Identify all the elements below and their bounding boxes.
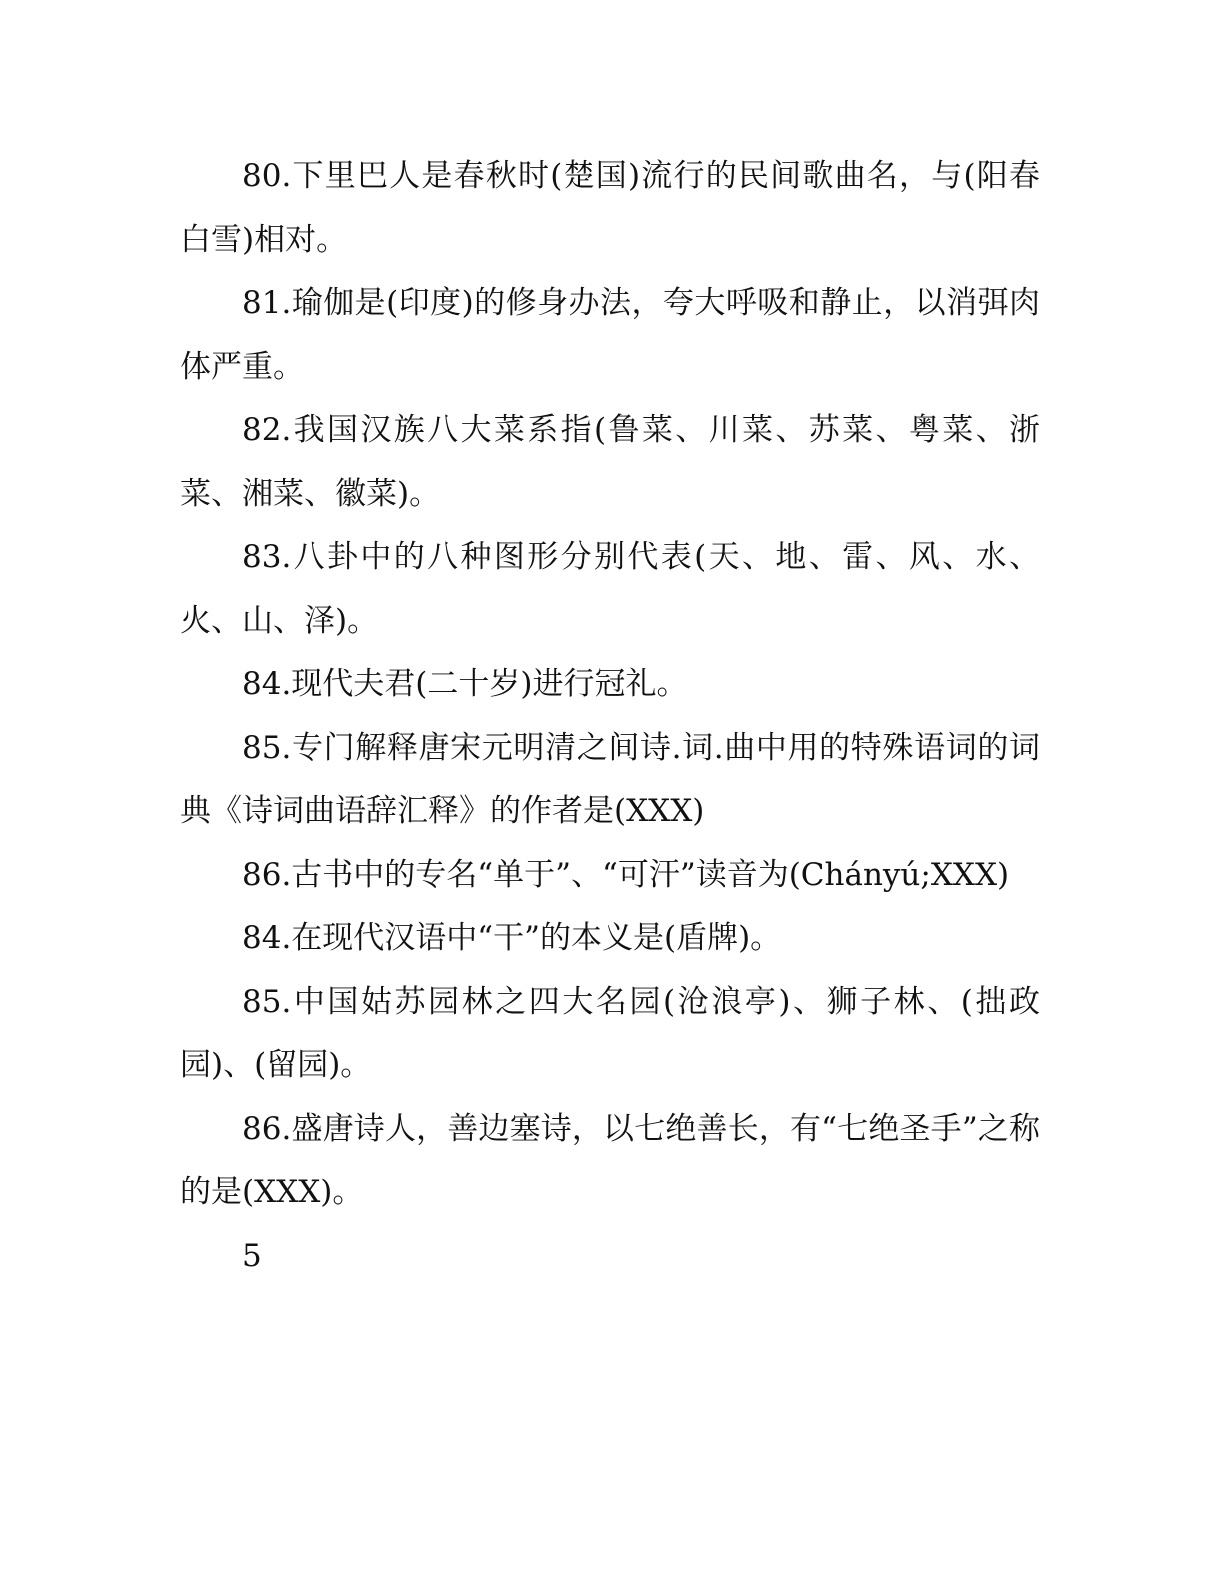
paragraph-82: 82.我国汉族八大菜系指(鲁菜、川菜、苏菜、粤菜、浙菜、湘菜、徽菜)。 bbox=[180, 412, 1040, 512]
paragraph-83: 83.八卦中的八种图形分别代表(天、地、雷、风、水、火、山、泽)。 bbox=[180, 539, 1040, 639]
document-body bbox=[180, 145, 1040, 1288]
paragraph-86: 86.古书中的专名“单于”、“可汗”读音为(Chányú;XXX) bbox=[242, 856, 1010, 893]
paragraph-85: 85.专门解释唐宋元明清之间诗.词.曲中用的特殊语词的词典《诗词曲语辞汇释》的作者是(XXX) bbox=[180, 729, 1040, 829]
paragraph-86b: 86.盛唐诗人，善边塞诗，以七绝善长，有“七绝圣手”之称的是(XXX)。 bbox=[180, 1110, 1040, 1210]
paragraph-84: 84.现代夫君(二十岁)进行冠礼。 bbox=[242, 666, 688, 702]
paragraph-80: 80.下里巴人是春秋时(楚国)流行的民间歌曲名，与(阳春白雪)相对。 bbox=[180, 158, 1040, 258]
page-number: 5 bbox=[242, 1237, 262, 1274]
paragraph-81: 81.瑜伽是(印度)的修身办法，夸大呼吸和静止，以消弭肉体严重。 bbox=[180, 285, 1040, 385]
paragraph-84b: 84.在现代汉语中“干”的本义是(盾牌)。 bbox=[242, 920, 782, 956]
paragraph-85b: 85.中国姑苏园林之四大名园(沧浪亭)、狮子林、(拙政园)、(留园)。 bbox=[180, 983, 1040, 1083]
